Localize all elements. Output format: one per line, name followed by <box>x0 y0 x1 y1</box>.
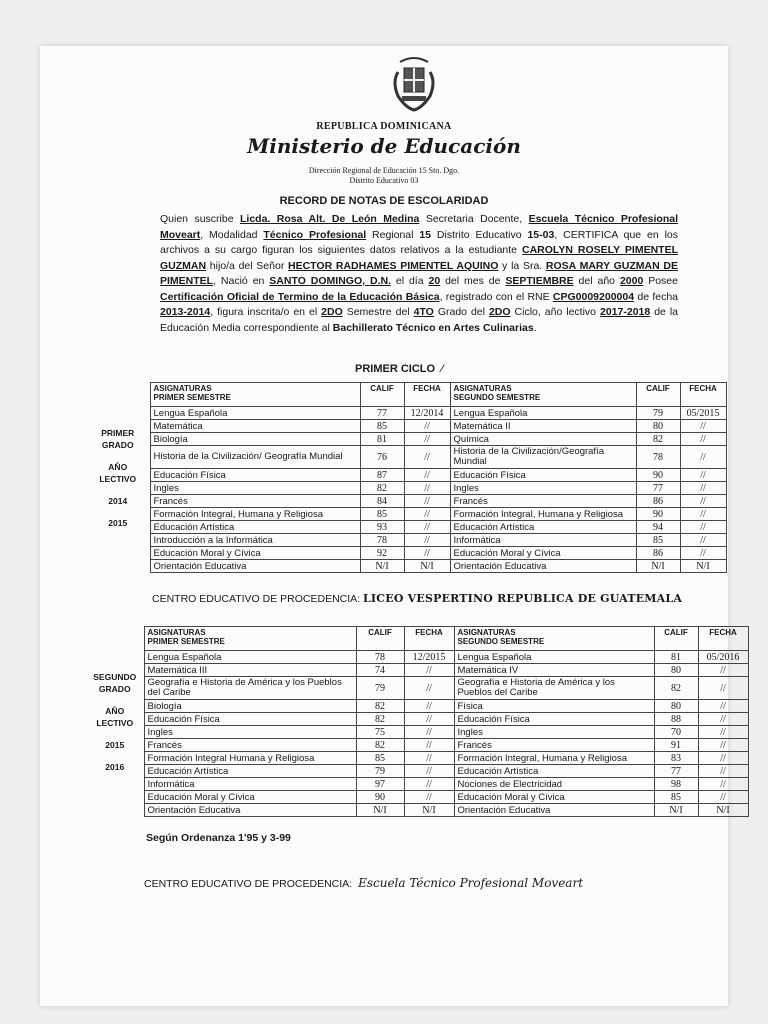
column-header-label: PRIMER SEMESTRE <box>147 637 225 646</box>
subject-cell: Ingles <box>150 482 360 495</box>
side-label-y2: 2015 <box>108 517 128 528</box>
subject-cell: Geografía e Historia de América y los Pueblos del Caribe <box>144 677 356 700</box>
side-label-y1: 2015 <box>105 739 125 750</box>
column-header-label: SEGUNDO SEMESTRE <box>457 637 545 646</box>
subject-cell: Lengua Española <box>144 651 356 664</box>
side-label-y2: 2016 <box>105 761 125 772</box>
table-row <box>86 446 726 469</box>
subject-cell: Ingles <box>144 726 356 739</box>
subject-cell: Lengua Española <box>450 407 636 420</box>
fecha-cell: // <box>404 752 454 765</box>
table-row <box>86 534 726 547</box>
fecha-cell: 12/2014 <box>404 407 450 420</box>
fecha-cell: // <box>698 778 748 791</box>
calif-cell: 88 <box>654 713 698 726</box>
fecha-cell: // <box>680 521 726 534</box>
table-row <box>86 469 726 482</box>
column-header-label: ASIGNATURAS <box>153 384 212 393</box>
column-header-label: ASIGNATURAS <box>457 628 516 637</box>
subject-cell: Ingles <box>450 482 636 495</box>
fecha-cell: // <box>404 677 454 700</box>
table-header-row <box>86 627 748 651</box>
subject-cell: Orientación Educativa <box>454 804 654 817</box>
calif-cell: 77 <box>636 482 680 495</box>
column-header <box>450 383 636 407</box>
subject-cell: Formación Integral, Humana y Religiosa <box>454 752 654 765</box>
fecha-cell: // <box>404 547 450 560</box>
subject-cell: Educación Moral y Cívica <box>144 791 356 804</box>
fecha-cell: // <box>680 495 726 508</box>
subject-cell: Educación Artística <box>450 521 636 534</box>
table-row <box>86 560 726 573</box>
column-header-label: PRIMER SEMESTRE <box>153 393 231 402</box>
moveart-school-name: Escuela Técnico Profesional Moveart <box>358 876 584 890</box>
calif-cell: 93 <box>360 521 404 534</box>
fecha-cell: // <box>404 420 450 433</box>
calif-cell: 97 <box>356 778 404 791</box>
grade-year-side-label <box>86 383 150 573</box>
calif-cell: 79 <box>356 677 404 700</box>
table-row <box>86 677 748 700</box>
column-header <box>360 383 404 407</box>
subject-cell: Educación Física <box>150 469 360 482</box>
calif-cell: 70 <box>654 726 698 739</box>
subject-cell: Orientación Educativa <box>450 560 636 573</box>
fecha-cell: // <box>680 433 726 446</box>
column-header-label: FECHA <box>413 384 441 393</box>
fecha-cell: // <box>698 752 748 765</box>
subject-cell: Francés <box>150 495 360 508</box>
direccion-regional: Dirección Regional de Educación 15 Sto. Dgo. <box>308 166 460 175</box>
calif-cell: 84 <box>360 495 404 508</box>
table-row <box>86 804 748 817</box>
side-label-grado1: SEGUNDO <box>93 671 137 682</box>
calif-cell: 80 <box>636 420 680 433</box>
fecha-cell: // <box>404 713 454 726</box>
secretaria-name: Licda. Rosa Alt. De León Medina <box>240 213 420 225</box>
table-row <box>86 752 748 765</box>
calif-cell: 78 <box>360 534 404 547</box>
fecha-cell: // <box>404 765 454 778</box>
column-header <box>454 627 654 651</box>
table-header-row <box>86 383 726 407</box>
table-row <box>86 521 726 534</box>
subject-cell: Geografía e Historia de América y los Pueblos del Caribe <box>454 677 654 700</box>
calif-cell: 75 <box>356 726 404 739</box>
calif-cell: 80 <box>654 664 698 677</box>
calif-cell: 86 <box>636 547 680 560</box>
fecha-cell: // <box>698 739 748 752</box>
column-header <box>144 627 356 651</box>
fecha-cell: 12/2015 <box>404 651 454 664</box>
side-label-grado1: PRIMER <box>101 427 135 438</box>
father-name: HECTOR RADHAMES PIMENTEL AQUINO <box>288 259 499 272</box>
calif-cell: 85 <box>356 752 404 765</box>
fecha-cell: 05/2015 <box>680 407 726 420</box>
column-header-label: FECHA <box>689 384 717 393</box>
subject-cell: Orientación Educativa <box>144 804 356 817</box>
calif-cell: 81 <box>654 651 698 664</box>
subject-cell: Formación Integral, Humana y Religiosa <box>150 508 360 521</box>
fecha-cell: N/I <box>680 560 726 573</box>
calif-cell: N/I <box>654 804 698 817</box>
fecha-cell: N/I <box>404 804 454 817</box>
subject-cell: Nociones de Electricidad <box>454 778 654 791</box>
table-row <box>86 726 748 739</box>
fecha-cell: // <box>404 495 450 508</box>
side-label-lectivo1: AÑO <box>105 705 125 716</box>
table-row <box>86 791 748 804</box>
column-header <box>698 627 748 651</box>
column-header-label: ASIGNATURAS <box>147 628 206 637</box>
calif-cell: 82 <box>360 482 404 495</box>
subject-cell: Educación Artística <box>144 765 356 778</box>
calif-cell: 85 <box>360 508 404 521</box>
fecha-cell: // <box>404 534 450 547</box>
calif-cell: 81 <box>360 433 404 446</box>
fecha-cell: // <box>698 713 748 726</box>
subject-cell: Francés <box>144 739 356 752</box>
calif-cell: 77 <box>654 765 698 778</box>
fecha-cell: // <box>680 420 726 433</box>
subject-cell: Introducción a la Informática <box>150 534 360 547</box>
calif-cell: 82 <box>356 739 404 752</box>
fecha-cell: N/I <box>404 560 450 573</box>
calif-cell: 91 <box>654 739 698 752</box>
column-header <box>654 627 698 651</box>
subject-cell: Física <box>454 700 654 713</box>
calif-cell: 79 <box>356 765 404 778</box>
column-header-label: FECHA <box>709 628 737 637</box>
table-row <box>86 433 726 446</box>
subject-cell: Educación Física <box>144 713 356 726</box>
subject-cell: Informática <box>144 778 356 791</box>
subject-cell: Informática <box>450 534 636 547</box>
calif-cell: 80 <box>654 700 698 713</box>
republica-label: REPUBLICA DOMINICANA <box>316 121 452 132</box>
calif-cell: 94 <box>636 521 680 534</box>
subject-cell: Educación Moral y Cívica <box>450 547 636 560</box>
fecha-cell: // <box>404 726 454 739</box>
column-header <box>680 383 726 407</box>
table-row <box>86 700 748 713</box>
fecha-cell: // <box>680 446 726 469</box>
subject-cell: Historia de la Civilización/Geografía Mundial <box>450 446 636 469</box>
subject-cell: Educación Artística <box>150 521 360 534</box>
column-header-label: FECHA <box>415 628 443 637</box>
calif-cell: 85 <box>360 420 404 433</box>
fecha-cell: // <box>680 534 726 547</box>
fecha-cell: 05/2016 <box>698 651 748 664</box>
liceo-name: LICEO VESPERTINO REPUBLICA DE GUATEMALA <box>363 592 683 605</box>
calif-cell: 79 <box>636 407 680 420</box>
calif-cell: 78 <box>356 651 404 664</box>
calif-cell: 76 <box>360 446 404 469</box>
fecha-cell: // <box>698 664 748 677</box>
calif-cell: 82 <box>636 433 680 446</box>
mother-name: ROSA MARY GUZMAN DE PIMENTEL <box>160 259 678 287</box>
table-row <box>86 482 726 495</box>
fecha-cell: // <box>404 700 454 713</box>
subject-cell: Matemática III <box>144 664 356 677</box>
side-label-grado2: GRADO <box>98 683 131 694</box>
column-header <box>404 627 454 651</box>
table-row <box>86 651 748 664</box>
fecha-cell: // <box>404 482 450 495</box>
fecha-cell: // <box>698 726 748 739</box>
fecha-cell: // <box>698 791 748 804</box>
subject-cell: Educación Física <box>450 469 636 482</box>
table-row <box>86 765 748 778</box>
calif-cell: 74 <box>356 664 404 677</box>
fecha-cell: // <box>404 521 450 534</box>
certification-paragraph: Quien suscribe Licda. Rosa Alt. De León Medina Secretaria Docente, Escuela Técnico Profesional Moveart, Modalidad Técnico Profesional Regional 15 Distrito Educativo 15-03, CERTIFICA que en los archivos a su cargo figuran los siguientes datos relativos a la estudiante CAROLYN ROSELY PIMENTEL GUZMAN hijo/a del Señor HECTOR RADHAMES PIMENTEL AQUINO y la Sra. ROSA MARY GUZMAN DE PIMENTEL, Nació en SANTO DOMINGO, D.N. el día 20 del mes de SEPTIEMBRE del año 2000 Posee Certificación Oficial de Termino de la Educación Básica, registrado con el RNE CPG0009200004 de fecha 2013-2014, figura inscrita/o en el 2DO Semestre del 4TO Grado del 2DO Ciclo, año lectivo 2017-2018 de la Educación Media correspondiente al Bachillerato Técnico en Artes Culinarias. <box>160 213 679 334</box>
side-label-grado2: GRADO <box>101 439 134 450</box>
column-header-label: SEGUNDO SEMESTRE <box>453 393 541 402</box>
calif-cell: 82 <box>356 713 404 726</box>
fecha-cell: // <box>680 547 726 560</box>
subject-cell: Francés <box>454 739 654 752</box>
fecha-cell: // <box>680 482 726 495</box>
subject-cell: Educación Moral y Cívica <box>150 547 360 560</box>
calif-cell: 85 <box>636 534 680 547</box>
table-row <box>86 407 726 420</box>
calif-cell: 78 <box>636 446 680 469</box>
column-header <box>404 383 450 407</box>
column-header-label: CALIF <box>368 628 392 637</box>
distrito-educativo: Distrito Educativo 03 <box>349 176 419 185</box>
calif-cell: 87 <box>360 469 404 482</box>
fecha-cell: // <box>680 508 726 521</box>
fecha-cell: // <box>404 433 450 446</box>
subject-cell: Educación Artística <box>454 765 654 778</box>
subject-cell: Biología <box>150 433 360 446</box>
side-label-lectivo2: LECTIVO <box>99 473 137 484</box>
table-row <box>86 508 726 521</box>
side-label-lectivo2: LECTIVO <box>96 717 134 728</box>
fecha-cell: // <box>680 469 726 482</box>
subject-cell: Química <box>450 433 636 446</box>
side-label-lectivo1: AÑO <box>108 461 128 472</box>
calif-cell: 85 <box>654 791 698 804</box>
table-row <box>86 664 748 677</box>
student-name: CAROLYN ROSELY PIMENTEL GUZMAN <box>160 244 678 272</box>
column-header-label: CALIF <box>664 628 688 637</box>
subject-cell: Biología <box>144 700 356 713</box>
table-row <box>86 547 726 560</box>
table-row <box>86 713 748 726</box>
fecha-cell: // <box>404 469 450 482</box>
calif-cell: 82 <box>356 700 404 713</box>
column-header-label: ASIGNATURAS <box>453 384 512 393</box>
subject-cell: Educación Física <box>454 713 654 726</box>
grades-table-segundo-grado <box>86 626 749 817</box>
grade-year-side-label <box>86 627 144 817</box>
calif-cell: 86 <box>636 495 680 508</box>
subject-cell: Matemática IV <box>454 664 654 677</box>
side-label-y1: 2014 <box>108 495 128 506</box>
fecha-cell: // <box>698 765 748 778</box>
fecha-cell: // <box>404 664 454 677</box>
calif-cell: 82 <box>654 677 698 700</box>
calif-cell: 90 <box>636 469 680 482</box>
column-header-label: CALIF <box>646 384 670 393</box>
subject-cell: Historia de la Civilización/ Geografía Mundial <box>150 446 360 469</box>
calif-cell: 77 <box>360 407 404 420</box>
table-row <box>86 495 726 508</box>
column-header <box>150 383 360 407</box>
ordenanza-note: Según Ordenanza 1'95 y 3-99 <box>146 832 291 844</box>
fecha-cell: N/I <box>698 804 748 817</box>
subject-cell: Educación Moral y Cívica <box>454 791 654 804</box>
fecha-cell: // <box>698 677 748 700</box>
centro-procedencia-2: CENTRO EDUCATIVO DE PROCEDENCIA: Escuela Técnico Profesional Moveart <box>144 876 584 890</box>
school-name: Escuela Técnico Profesional Moveart <box>160 213 678 241</box>
calif-cell: 98 <box>654 778 698 791</box>
subject-cell: Formación Integral, Humana y Religiosa <box>450 508 636 521</box>
fecha-cell: // <box>404 739 454 752</box>
fecha-cell: // <box>404 446 450 469</box>
record-title: RECORD DE NOTAS DE ESCOLARIDAD <box>279 195 489 207</box>
subject-cell: Lengua Española <box>150 407 360 420</box>
rne-number: CPG0009200004 <box>552 290 635 303</box>
subject-cell: Matemática <box>150 420 360 433</box>
column-header <box>636 383 680 407</box>
fecha-cell: // <box>404 791 454 804</box>
calif-cell: N/I <box>356 804 404 817</box>
grades-table-primer-grado <box>86 382 727 573</box>
subject-cell: Matemática II <box>450 420 636 433</box>
fecha-cell: // <box>404 508 450 521</box>
table-row <box>86 739 748 752</box>
calif-cell: 90 <box>636 508 680 521</box>
table-row <box>86 778 748 791</box>
subject-cell: Francés <box>450 495 636 508</box>
calif-cell: 90 <box>356 791 404 804</box>
subject-cell: Orientación Educativa <box>150 560 360 573</box>
calif-cell: 92 <box>360 547 404 560</box>
calif-cell: N/I <box>636 560 680 573</box>
calif-cell: 83 <box>654 752 698 765</box>
column-header-label: CALIF <box>370 384 394 393</box>
subject-cell: Lengua Española <box>454 651 654 664</box>
fecha-cell: // <box>698 700 748 713</box>
subject-cell: Formación Integral Humana y Religiosa <box>144 752 356 765</box>
subject-cell: Ingles <box>454 726 654 739</box>
centro-procedencia-1: CENTRO EDUCATIVO DE PROCEDENCIA: LICEO VESPERTINO REPUBLICA DE GUATEMALA <box>152 592 683 605</box>
calif-cell: N/I <box>360 560 404 573</box>
ministerio-logo-text: Ministerio de Educación <box>247 134 521 158</box>
coat-of-arms-icon <box>388 52 440 112</box>
fecha-cell: // <box>404 778 454 791</box>
table-row <box>86 420 726 433</box>
primer-ciclo-heading: PRIMER CICLO ⁄ <box>355 363 443 375</box>
column-header <box>356 627 404 651</box>
